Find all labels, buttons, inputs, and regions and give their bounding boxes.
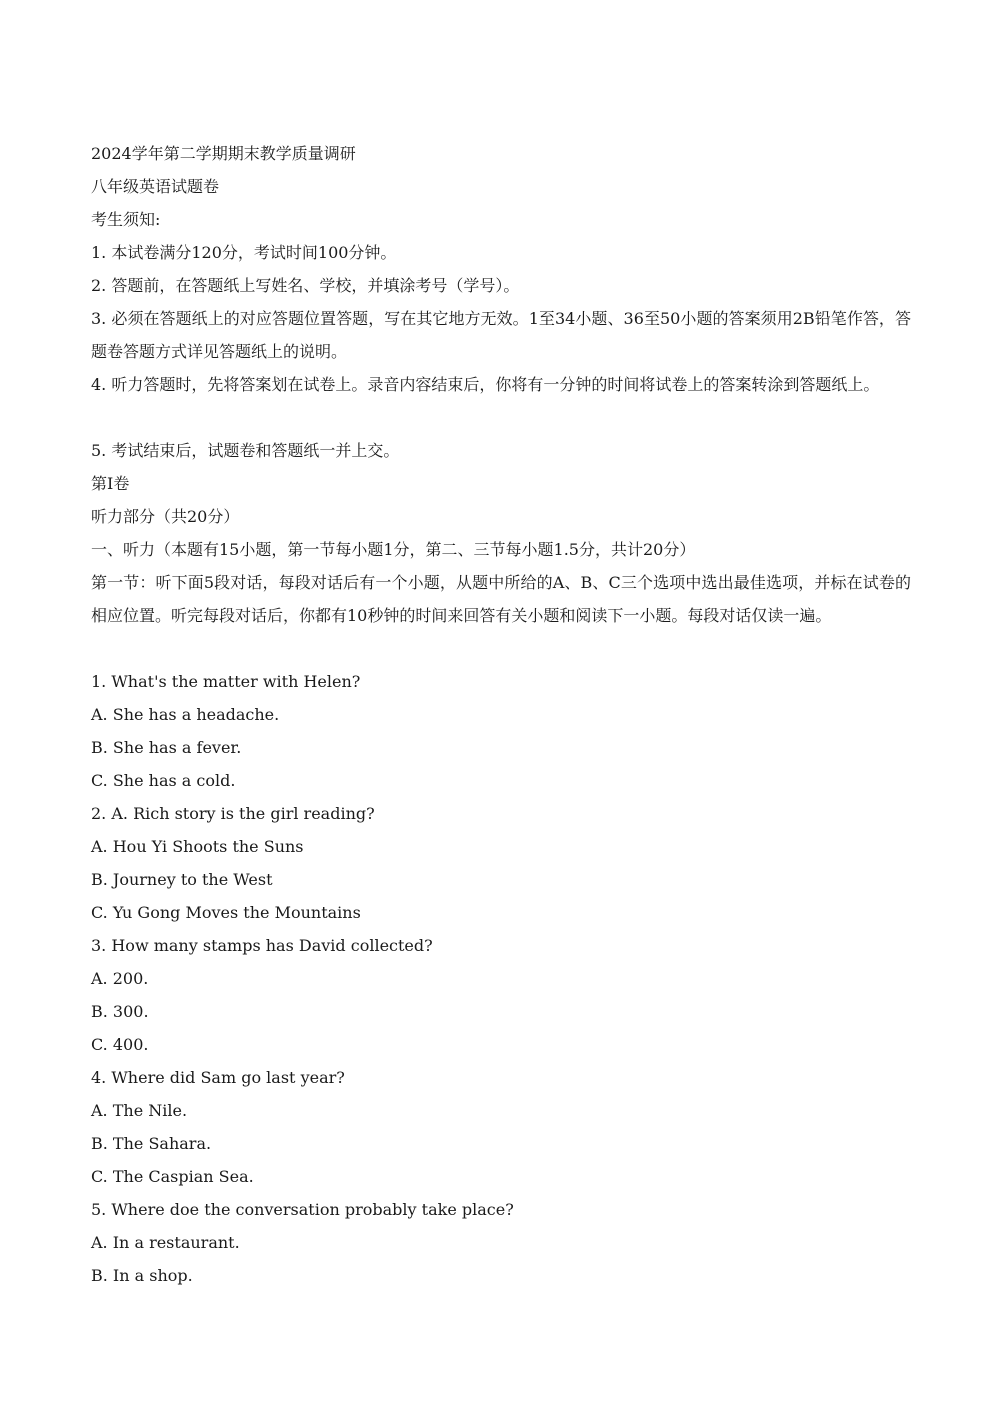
option-c: C. Yu Gong Moves the Mountains: [91, 903, 361, 922]
exam-subtitle: 八年级英语试题卷: [91, 177, 220, 196]
section-instructions: 第一节：听下面5段对话，每段对话后有一个小题，从题中所给的A、B、C三个选项中选出最佳选项，并标在试卷的相应位置。听完每段对话后，你都有10秒钟的时间来回答有关小题和阅读下一小题。每段对话仅读一遍。: [91, 573, 911, 625]
option-a: A. She has a headache.: [91, 705, 280, 724]
option-c: C. She has a cold.: [91, 771, 236, 790]
notice-item: 3. 必须在答题纸上的对应答题位置答题，写在其它地方无效。1至34小题、36至50小题的答案须用2B铅笔作答，答题卷答题方式详见答题纸上的说明。: [91, 309, 911, 361]
volume-label: 第I卷: [91, 474, 130, 493]
option-b: B. 300.: [91, 1002, 149, 1021]
notice-item: 5. 考试结束后，试题卷和答题纸一并上交。: [91, 441, 400, 460]
option-a: A. 200.: [91, 969, 149, 988]
notice-item: 4. 听力答题时，先将答案划在试卷上。录音内容结束后，你将有一分钟的时间将试卷上的答案转涂到答题纸上。: [91, 375, 880, 394]
question-stem: 1. What's the matter with Helen?: [91, 672, 361, 691]
question-2: [91, 797, 911, 929]
question-3: [91, 929, 911, 1061]
document-body: [91, 137, 911, 1292]
question-1: [91, 665, 911, 797]
option-b: B. She has a fever.: [91, 738, 242, 757]
option-a: A. In a restaurant.: [91, 1233, 240, 1252]
question-stem: 4. Where did Sam go last year?: [91, 1068, 345, 1087]
question-stem: 5. Where doe the conversation probably take place?: [91, 1200, 514, 1219]
exam-title: 2024学年第二学期期末教学质量调研: [91, 144, 356, 163]
question-5: [91, 1193, 911, 1292]
question-4: [91, 1061, 911, 1193]
option-c: C. The Caspian Sea.: [91, 1167, 254, 1186]
notice-item: 1. 本试卷满分120分，考试时间100分钟。: [91, 243, 397, 262]
option-b: B. The Sahara.: [91, 1134, 212, 1153]
option-b: B. Journey to the West: [91, 870, 273, 889]
option-b: B. In a shop.: [91, 1266, 193, 1285]
notice-heading: 考生须知:: [91, 210, 161, 229]
notice-item: 2. 答题前，在答题纸上写姓名、学校，并填涂考号（学号）。: [91, 276, 520, 295]
question-stem: 2. A. Rich story is the girl reading?: [91, 804, 375, 823]
option-c: C. 400.: [91, 1035, 149, 1054]
option-a: A. Hou Yi Shoots the Suns: [91, 837, 304, 856]
section-title: 听力部分（共20分）: [91, 507, 240, 526]
option-a: A. The Nile.: [91, 1101, 188, 1120]
question-stem: 3. How many stamps has David collected?: [91, 936, 433, 955]
part-heading: 一、听力（本题有15小题，第一节每小题1分，第二、三节每小题1.5分，共计20分）: [91, 540, 696, 559]
